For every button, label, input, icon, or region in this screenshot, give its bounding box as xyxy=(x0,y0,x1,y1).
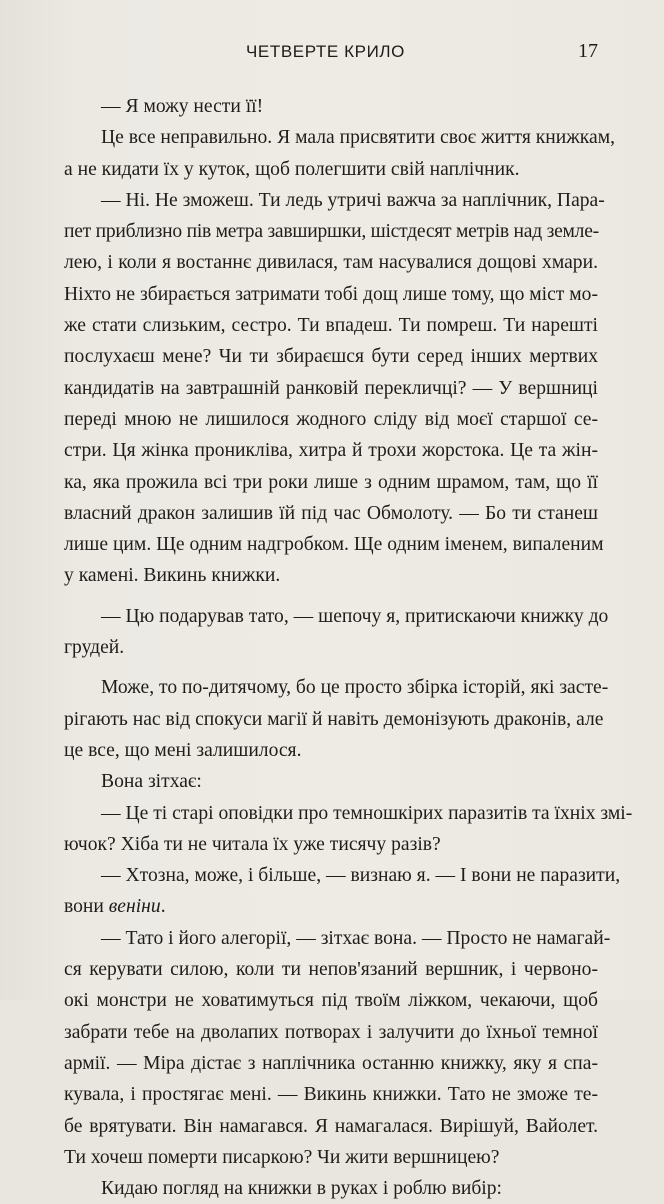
text-line xyxy=(64,891,598,922)
text-line: лею, і коли я востаннє дивилася, там насувалися дощові хмари. xyxy=(64,252,598,274)
italic-word: веніни xyxy=(108,896,161,918)
text-line: Вона зітхає: xyxy=(101,771,202,793)
text-line: переді мною не лишилося жодного сліду від моєї старшої се- xyxy=(64,408,598,430)
text-line: кандидатів на завтрашній ранковій перекличці? — У вершниці xyxy=(64,377,598,399)
text-fragment: . xyxy=(160,896,166,918)
text-line: окі монстри не ховатимуться під твоїм ліжком, чекаючи, щоб xyxy=(64,990,598,1012)
text-line: рігають нас від спокуси магії й навіть демонізують драконів, але xyxy=(64,708,604,730)
text-line: — Тато і його алегорії, — зітхає вона. — Просто не намагай- xyxy=(101,927,611,949)
text-line: — Я можу нести її! xyxy=(101,96,264,117)
text-line: у камені. Викинь книжки. xyxy=(64,565,281,587)
text-line: — Хтозна, може, і більше, — визнаю я. — І вони не паразити, xyxy=(101,865,621,887)
text-line: грудей. xyxy=(64,637,125,659)
text-line: бе врятувати. Він намагався. Я намагалася. Вирішуй, Вайолет. xyxy=(64,1115,598,1137)
text-line: же стати слизьким, сестро. Ти впадеш. Ти помреш. Ти нарешті xyxy=(64,315,598,337)
page-number: 17 xyxy=(578,40,598,62)
text-line: ючок? Хіба ти не читала їх уже тисячу разів? xyxy=(64,833,441,855)
text-line: лише цим. Ще одним надгробком. Ще одним іменем, випаленим xyxy=(64,534,604,556)
text-line: армії. — Міра дістає з наплічника останню книжку, яку я спа- xyxy=(64,1052,598,1074)
text-line: Це все неправильно. Я мала присвятити своє життя книжкам, xyxy=(101,127,616,149)
body-text xyxy=(64,91,633,1204)
text-line: Ніхто не збирається затримати тобі дощ лише тому, що міст мо- xyxy=(64,283,598,305)
text-line: а не кидати їх у куток, щоб полегшити свій наплічник. xyxy=(64,158,520,180)
text-line: — Ні. Не зможеш. Ти ледь утричі важча за наплічник, Пара- xyxy=(101,189,605,211)
text-line: послухаєш мене? Чи ти збираєшся бути серед інших мертвих xyxy=(64,346,598,368)
text-line: — Це ті старі оповідки про темношкірих паразитів та їхніх змі- xyxy=(101,802,633,824)
text-line: власний дракон залишив їй під час Обмолоту. — Бо ти станеш xyxy=(64,502,598,524)
text-line: забрати тебе на дволапих потворах і залучити до їхньої темної xyxy=(64,1021,598,1043)
text-line: ся керувати силою, коли ти непов'язаний вершник, і червоно- xyxy=(64,959,598,981)
text-line: — Цю подарував тато, — шепочу я, притискаючи книжку до xyxy=(101,605,609,627)
text-fragment: вони xyxy=(64,896,109,918)
text-line: пет приблизно пів метра завширшки, шістдесят метрів над земле- xyxy=(64,221,599,243)
text-line: стри. Ця жінка проникліва, хитра й трохи жорстока. Це та жін- xyxy=(64,440,598,462)
text-line: Може, то по-дитячому, бо це просто збірка історій, які засте- xyxy=(101,677,609,699)
text-line: кувала, і простягає мені. — Викинь книжки. Тато не зможе те- xyxy=(64,1084,598,1106)
running-head-title: ЧЕТВЕРТЕ КРИЛО xyxy=(246,42,405,61)
text-line: Кидаю погляд на книжки в руках і роблю вибір: xyxy=(101,1178,502,1200)
text-line: Ти хочеш померти писаркою? Чи жити вершницею? xyxy=(64,1146,500,1168)
text-line: це все, що мені залишилося. xyxy=(64,739,302,761)
text-line: ка, яка прожила всі три роки лише з одним шрамом, там, що її xyxy=(64,471,598,493)
